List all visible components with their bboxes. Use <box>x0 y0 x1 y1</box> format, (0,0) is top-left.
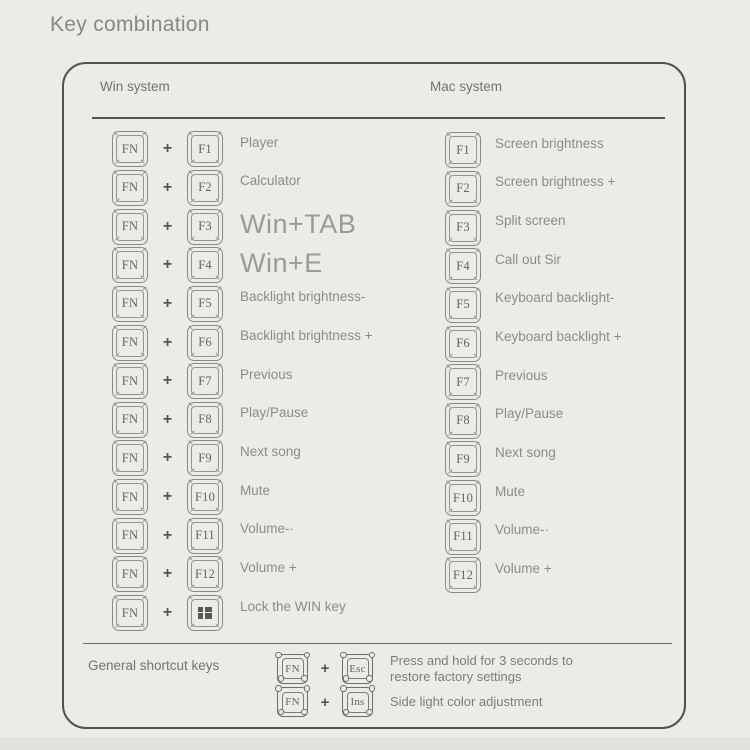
mac-row-f2 <box>445 170 685 209</box>
fn-keycap <box>112 170 148 206</box>
plus-sign: + <box>162 178 173 196</box>
keycap-label: FN <box>116 444 144 472</box>
f7-keycap <box>445 364 481 400</box>
shortcut-label: Mute <box>495 483 526 499</box>
plus-sign: + <box>320 660 330 677</box>
shortcut-label: Mute <box>240 482 271 498</box>
keycap-label: FN <box>116 483 144 511</box>
esc-keycap <box>342 654 373 684</box>
f10-keycap <box>445 480 481 516</box>
general-row-ins <box>277 687 615 717</box>
shortcut-label: Calculator <box>240 173 301 189</box>
shortcut-label: Player <box>240 134 279 150</box>
keycap-label: F10 <box>191 483 219 511</box>
plus-sign: + <box>320 693 330 711</box>
f11-keycap <box>187 518 223 554</box>
f12-keycap <box>445 557 481 593</box>
keycap-label: F1 <box>449 136 477 164</box>
fn-keycap <box>277 687 308 717</box>
general-shortcut-list <box>277 653 615 717</box>
win-shortcut-list <box>112 130 442 632</box>
keycap-label: FN <box>282 658 304 679</box>
mac-row-f4 <box>445 247 685 286</box>
keycap-label: F4 <box>449 252 477 280</box>
plus-sign: + <box>162 565 173 583</box>
keycap-label: F9 <box>449 445 477 473</box>
keycap-label: F6 <box>191 329 219 357</box>
keycap-label: FN <box>116 251 144 279</box>
f4-keycap <box>445 248 481 284</box>
shortcut-label: Screen brightness <box>495 135 604 151</box>
win-row-f5 <box>112 285 442 324</box>
f8-keycap <box>187 402 223 438</box>
shortcut-panel <box>62 62 686 729</box>
win-row-f2 <box>112 169 442 208</box>
f5-keycap <box>187 286 223 322</box>
fn-keycap <box>112 440 148 476</box>
keycap-label: FN <box>116 560 144 588</box>
win-system-header: Win system <box>100 79 170 94</box>
win-row-f8 <box>112 400 442 439</box>
f1-keycap <box>445 132 481 168</box>
f2-keycap <box>187 170 223 206</box>
fn-keycap <box>112 325 148 361</box>
keycap-label: F5 <box>449 291 477 319</box>
shortcut-label: Previous <box>495 367 548 383</box>
keycap-label: F7 <box>191 367 219 395</box>
fn-keycap <box>112 363 148 399</box>
f4-keycap <box>187 247 223 283</box>
keycap-label: F12 <box>449 561 477 589</box>
keycap-label: F3 <box>449 214 477 242</box>
mac-row-f1 <box>445 131 685 170</box>
shortcut-label: Win+E <box>240 247 323 278</box>
win-row-winkey <box>112 594 442 633</box>
win-row-f6 <box>112 323 442 362</box>
shortcut-label: Win+TAB <box>240 209 357 240</box>
keycap-label: FN <box>116 522 144 550</box>
mac-row-f7 <box>445 363 685 402</box>
plus-sign: + <box>162 488 173 506</box>
mac-row-f12 <box>445 556 685 595</box>
shortcut-label: Play/Pause <box>495 406 564 422</box>
shortcut-label: Press and hold for 3 seconds to restore factory settings <box>390 653 573 684</box>
mac-row-f9 <box>445 440 685 479</box>
keycap-label: F2 <box>191 174 219 202</box>
plus-sign: + <box>162 449 173 467</box>
plus-sign: + <box>162 294 173 312</box>
shortcut-label: Volume-· <box>495 522 550 538</box>
keycap-label: FN <box>116 406 144 434</box>
shortcut-label: Volume + <box>240 559 297 575</box>
fn-keycap <box>112 556 148 592</box>
shortcut-label: Backlight brightness + <box>240 328 373 344</box>
shortcut-label: Lock the WIN key <box>240 598 346 614</box>
shortcut-label: Next song <box>240 443 301 459</box>
general-row-esc <box>277 653 615 684</box>
keycap-label: F11 <box>449 523 477 551</box>
win-row-f1 <box>112 130 442 169</box>
keycap-label: F8 <box>449 407 477 435</box>
fn-keycap <box>112 131 148 167</box>
keycap-label: F7 <box>449 368 477 396</box>
fn-keycap <box>112 209 148 245</box>
win-row-f12 <box>112 555 442 594</box>
keycap-label: Ins <box>347 692 369 713</box>
f6-keycap <box>445 326 481 362</box>
shortcut-label: Screen brightness + <box>495 174 616 190</box>
shortcut-label: Play/Pause <box>240 405 309 421</box>
fn-keycap <box>112 595 148 631</box>
keycap-label: FN <box>116 135 144 163</box>
shortcut-label: Call out Sir <box>495 251 562 267</box>
mac-row-f3 <box>445 208 685 247</box>
f11-keycap <box>445 519 481 555</box>
keycap-label: F4 <box>191 251 219 279</box>
windows-logo-icon <box>198 607 211 619</box>
bottom-background-strip <box>0 737 750 750</box>
keycap-label: FN <box>116 599 144 627</box>
windows-keycap <box>187 595 223 631</box>
keycap-label: F6 <box>449 330 477 358</box>
keycap-label: F12 <box>191 560 219 588</box>
plus-sign: + <box>162 372 173 390</box>
mac-row-f11 <box>445 517 685 556</box>
f8-keycap <box>445 403 481 439</box>
plus-sign: + <box>162 410 173 428</box>
page-title: Key combination <box>50 13 210 36</box>
f9-keycap <box>187 440 223 476</box>
win-row-f4 <box>112 246 442 285</box>
keycap-label: F10 <box>449 484 477 512</box>
shortcut-label: Backlight brightness- <box>240 289 366 305</box>
fn-keycap <box>112 247 148 283</box>
keycap-label: F11 <box>191 522 219 550</box>
shortcut-label: Previous <box>240 366 293 382</box>
fn-keycap <box>277 654 308 684</box>
shortcut-label: Split screen <box>495 213 566 229</box>
keycap-face <box>191 599 219 627</box>
win-row-f9 <box>112 439 442 478</box>
keycap-label: FN <box>116 290 144 318</box>
mac-row-f10 <box>445 479 685 518</box>
win-row-f3 <box>112 207 442 246</box>
f1-keycap <box>187 131 223 167</box>
keycap-label: F5 <box>191 290 219 318</box>
win-row-f7 <box>112 362 442 401</box>
win-row-f11 <box>112 516 442 555</box>
mac-system-header: Mac system <box>430 79 503 94</box>
fn-keycap <box>112 518 148 554</box>
keycap-label: F8 <box>191 406 219 434</box>
mac-row-f8 <box>445 401 685 440</box>
shortcut-label: Next song <box>495 444 556 460</box>
f10-keycap <box>187 479 223 515</box>
plus-sign: + <box>162 526 173 544</box>
keycap-label: FN <box>116 174 144 202</box>
fn-keycap <box>112 286 148 322</box>
f9-keycap <box>445 441 481 477</box>
keycap-label: Esc <box>347 658 369 679</box>
keycap-label: F1 <box>191 135 219 163</box>
keycap-label: FN <box>116 213 144 241</box>
general-shortcuts-header: General shortcut keys <box>88 658 220 673</box>
keycap-label: FN <box>282 692 304 713</box>
plus-sign: + <box>162 333 173 351</box>
header-divider <box>92 117 665 119</box>
f2-keycap <box>445 171 481 207</box>
keycap-label: F9 <box>191 444 219 472</box>
plus-sign: + <box>162 217 173 235</box>
keycap-label: F3 <box>191 213 219 241</box>
shortcut-label: Volume-· <box>240 521 295 537</box>
shortcut-label: Volume + <box>495 560 552 576</box>
section-divider <box>83 643 672 644</box>
ins-keycap <box>342 687 373 717</box>
f3-keycap <box>445 210 481 246</box>
fn-keycap <box>112 479 148 515</box>
plus-sign: + <box>162 256 173 274</box>
keycap-label: FN <box>116 329 144 357</box>
keycap-label: FN <box>116 367 144 395</box>
mac-shortcut-list <box>445 131 685 595</box>
mac-row-f6 <box>445 324 685 363</box>
f12-keycap <box>187 556 223 592</box>
shortcut-label: Keyboard backlight- <box>495 290 615 306</box>
shortcut-label: Side light color adjustment <box>390 694 543 710</box>
f6-keycap <box>187 325 223 361</box>
mac-row-f5 <box>445 286 685 325</box>
f7-keycap <box>187 363 223 399</box>
f5-keycap <box>445 287 481 323</box>
plus-sign: + <box>162 140 173 158</box>
shortcut-label: Keyboard backlight + <box>495 329 622 345</box>
plus-sign: + <box>162 604 173 621</box>
fn-keycap <box>112 402 148 438</box>
win-row-f10 <box>112 478 442 517</box>
keycap-label: F2 <box>449 175 477 203</box>
f3-keycap <box>187 209 223 245</box>
